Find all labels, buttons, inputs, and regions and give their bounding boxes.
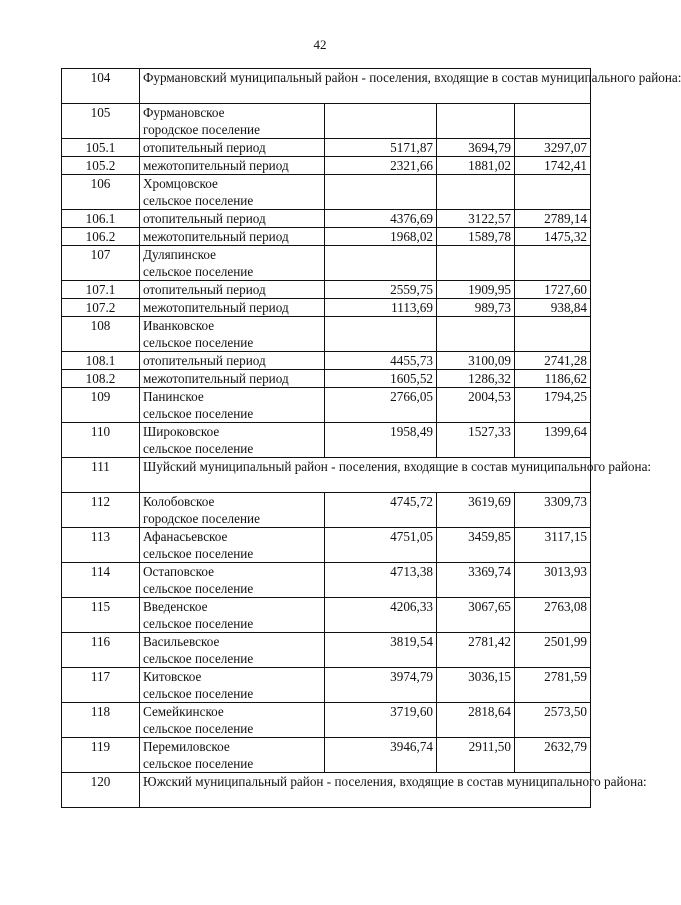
settlement-name [140,388,325,423]
value-cell: 2766,05 [325,388,437,423]
period-name: межотопительный период [140,299,325,317]
settlement-row [62,563,591,598]
period-name: отопительный период [140,352,325,370]
value-cell: 3013,93 [515,563,591,598]
settlement-name [140,668,325,703]
settlement-title: Колобовское [143,494,215,509]
settlement-name [140,493,325,528]
value-cell [437,317,515,352]
period-name: отопительный период [140,139,325,157]
row-number: 105.2 [62,157,140,175]
settlement-row [62,317,591,352]
row-number: 119 [62,738,140,773]
value-cell: 1286,32 [437,370,515,388]
settlement-row [62,738,591,773]
settlement-title: Семейкинское [143,704,224,719]
settlement-row [62,668,591,703]
settlement-type: сельское поселение [143,335,254,350]
value-cell: 2559,75 [325,281,437,299]
period-name: межотопительный период [140,370,325,388]
period-name: межотопительный период [140,157,325,175]
settlement-row [62,528,591,563]
value-cell [325,104,437,139]
value-cell: 1881,02 [437,157,515,175]
row-number: 110 [62,423,140,458]
settlement-title: Китовское [143,669,202,684]
settlement-name [140,633,325,668]
row-number: 106.1 [62,210,140,228]
value-cell [515,246,591,281]
value-cell: 2741,28 [515,352,591,370]
settlement-row [62,703,591,738]
value-cell: 2763,08 [515,598,591,633]
value-cell: 3819,54 [325,633,437,668]
value-cell [325,246,437,281]
value-cell: 2573,50 [515,703,591,738]
value-cell: 1186,62 [515,370,591,388]
row-number: 107.1 [62,281,140,299]
value-cell: 1475,32 [515,228,591,246]
row-number: 104 [62,69,140,104]
value-cell: 2818,64 [437,703,515,738]
value-cell: 3297,07 [515,139,591,157]
value-cell: 2321,66 [325,157,437,175]
value-cell: 1399,64 [515,423,591,458]
row-number: 105 [62,104,140,139]
row-number: 120 [62,773,140,808]
row-number: 117 [62,668,140,703]
row-number: 111 [62,458,140,493]
value-cell: 1958,49 [325,423,437,458]
period-row [62,281,591,299]
period-row [62,352,591,370]
period-row [62,228,591,246]
period-row [62,299,591,317]
value-cell: 3719,60 [325,703,437,738]
settlement-row [62,104,591,139]
value-cell: 3459,85 [437,528,515,563]
value-cell: 2911,50 [437,738,515,773]
value-cell [515,317,591,352]
settlement-title: Дуляпинское [143,247,217,262]
value-cell: 1605,52 [325,370,437,388]
value-cell: 3100,09 [437,352,515,370]
value-cell: 5171,87 [325,139,437,157]
settlement-type: сельское поселение [143,721,254,736]
value-cell: 2789,14 [515,210,591,228]
row-number: 105.1 [62,139,140,157]
header-row [62,69,591,104]
period-name: отопительный период [140,281,325,299]
settlement-title: Васильевское [143,634,220,649]
value-cell: 4751,05 [325,528,437,563]
row-number: 107 [62,246,140,281]
value-cell: 3122,57 [437,210,515,228]
value-cell: 989,73 [437,299,515,317]
settlement-row [62,633,591,668]
value-cell [325,175,437,210]
settlement-name [140,175,325,210]
value-cell: 1794,25 [515,388,591,423]
value-cell: 1589,78 [437,228,515,246]
settlement-name [140,563,325,598]
value-cell: 2781,59 [515,668,591,703]
value-cell: 3946,74 [325,738,437,773]
value-cell: 3619,69 [437,493,515,528]
value-cell [437,175,515,210]
value-cell: 2632,79 [515,738,591,773]
settlement-title: Иванковское [143,318,215,333]
district-heading: Шуйский муниципальный район - поселения, входящие в состав муниципального района: [140,458,591,493]
value-cell: 1909,95 [437,281,515,299]
value-cell: 1727,60 [515,281,591,299]
value-cell [325,317,437,352]
settlement-name [140,598,325,633]
settlement-row [62,246,591,281]
value-cell [437,246,515,281]
value-cell: 2781,42 [437,633,515,668]
row-number: 108 [62,317,140,352]
period-row [62,370,591,388]
settlement-type: сельское поселение [143,616,254,631]
settlement-name [140,317,325,352]
settlement-name [140,423,325,458]
value-cell: 3067,65 [437,598,515,633]
value-cell [515,175,591,210]
settlement-row [62,388,591,423]
settlement-type: сельское поселение [143,651,254,666]
settlement-type: сельское поселение [143,441,254,456]
settlement-type: сельское поселение [143,264,254,279]
row-number: 114 [62,563,140,598]
value-cell: 1527,33 [437,423,515,458]
value-cell: 4376,69 [325,210,437,228]
settlement-type: сельское поселение [143,406,254,421]
settlement-row [62,423,591,458]
settlement-name [140,703,325,738]
settlement-title: Панинское [143,389,204,404]
value-cell: 1742,41 [515,157,591,175]
settlement-title: Перемиловское [143,739,230,754]
row-number: 108.2 [62,370,140,388]
value-cell: 2501,99 [515,633,591,668]
value-cell: 1968,02 [325,228,437,246]
period-row [62,139,591,157]
value-cell: 3694,79 [437,139,515,157]
row-number: 109 [62,388,140,423]
value-cell: 3309,73 [515,493,591,528]
value-cell: 4206,33 [325,598,437,633]
value-cell: 4745,72 [325,493,437,528]
row-number: 116 [62,633,140,668]
settlement-type: сельское поселение [143,686,254,701]
settlement-row [62,493,591,528]
district-heading: Фурмановский муниципальный район - поселения, входящие в состав муниципального района: [140,69,591,104]
row-number: 115 [62,598,140,633]
period-row [62,210,591,228]
header-row [62,773,591,808]
header-row [62,458,591,493]
value-cell: 3117,15 [515,528,591,563]
row-number: 113 [62,528,140,563]
value-cell: 4455,73 [325,352,437,370]
row-number: 118 [62,703,140,738]
settlement-title: Фурмановское [143,105,225,120]
settlement-name [140,104,325,139]
value-cell: 3974,79 [325,668,437,703]
value-cell [437,104,515,139]
value-cell: 1113,69 [325,299,437,317]
value-cell: 4713,38 [325,563,437,598]
settlement-title: Широковское [143,424,220,439]
row-number: 107.2 [62,299,140,317]
settlement-type: сельское поселение [143,581,254,596]
settlement-title: Введенское [143,599,208,614]
value-cell: 3036,15 [437,668,515,703]
settlement-title: Афанасьевское [143,529,228,544]
settlement-name [140,738,325,773]
district-heading: Южский муниципальный район - поселения, входящие в состав муниципального района: [140,773,591,808]
row-number: 108.1 [62,352,140,370]
settlement-type: сельское поселение [143,193,254,208]
tariff-table [61,68,681,808]
value-cell: 2004,53 [437,388,515,423]
settlement-title: Остаповское [143,564,214,579]
period-row [62,157,591,175]
settlement-type: городское поселение [143,511,260,526]
settlement-row [62,598,591,633]
value-cell: 938,84 [515,299,591,317]
settlement-type: сельское поселение [143,546,254,561]
page-number: 42 [313,37,327,52]
settlement-type: городское поселение [143,122,260,137]
row-number: 106 [62,175,140,210]
period-name: межотопительный период [140,228,325,246]
settlement-row [62,175,591,210]
settlement-name [140,528,325,563]
settlement-name [140,246,325,281]
row-number: 112 [62,493,140,528]
settlement-title: Хромцовское [143,176,218,191]
value-cell [515,104,591,139]
settlement-type: сельское поселение [143,756,254,771]
value-cell: 3369,74 [437,563,515,598]
row-number: 106.2 [62,228,140,246]
period-name: отопительный период [140,210,325,228]
